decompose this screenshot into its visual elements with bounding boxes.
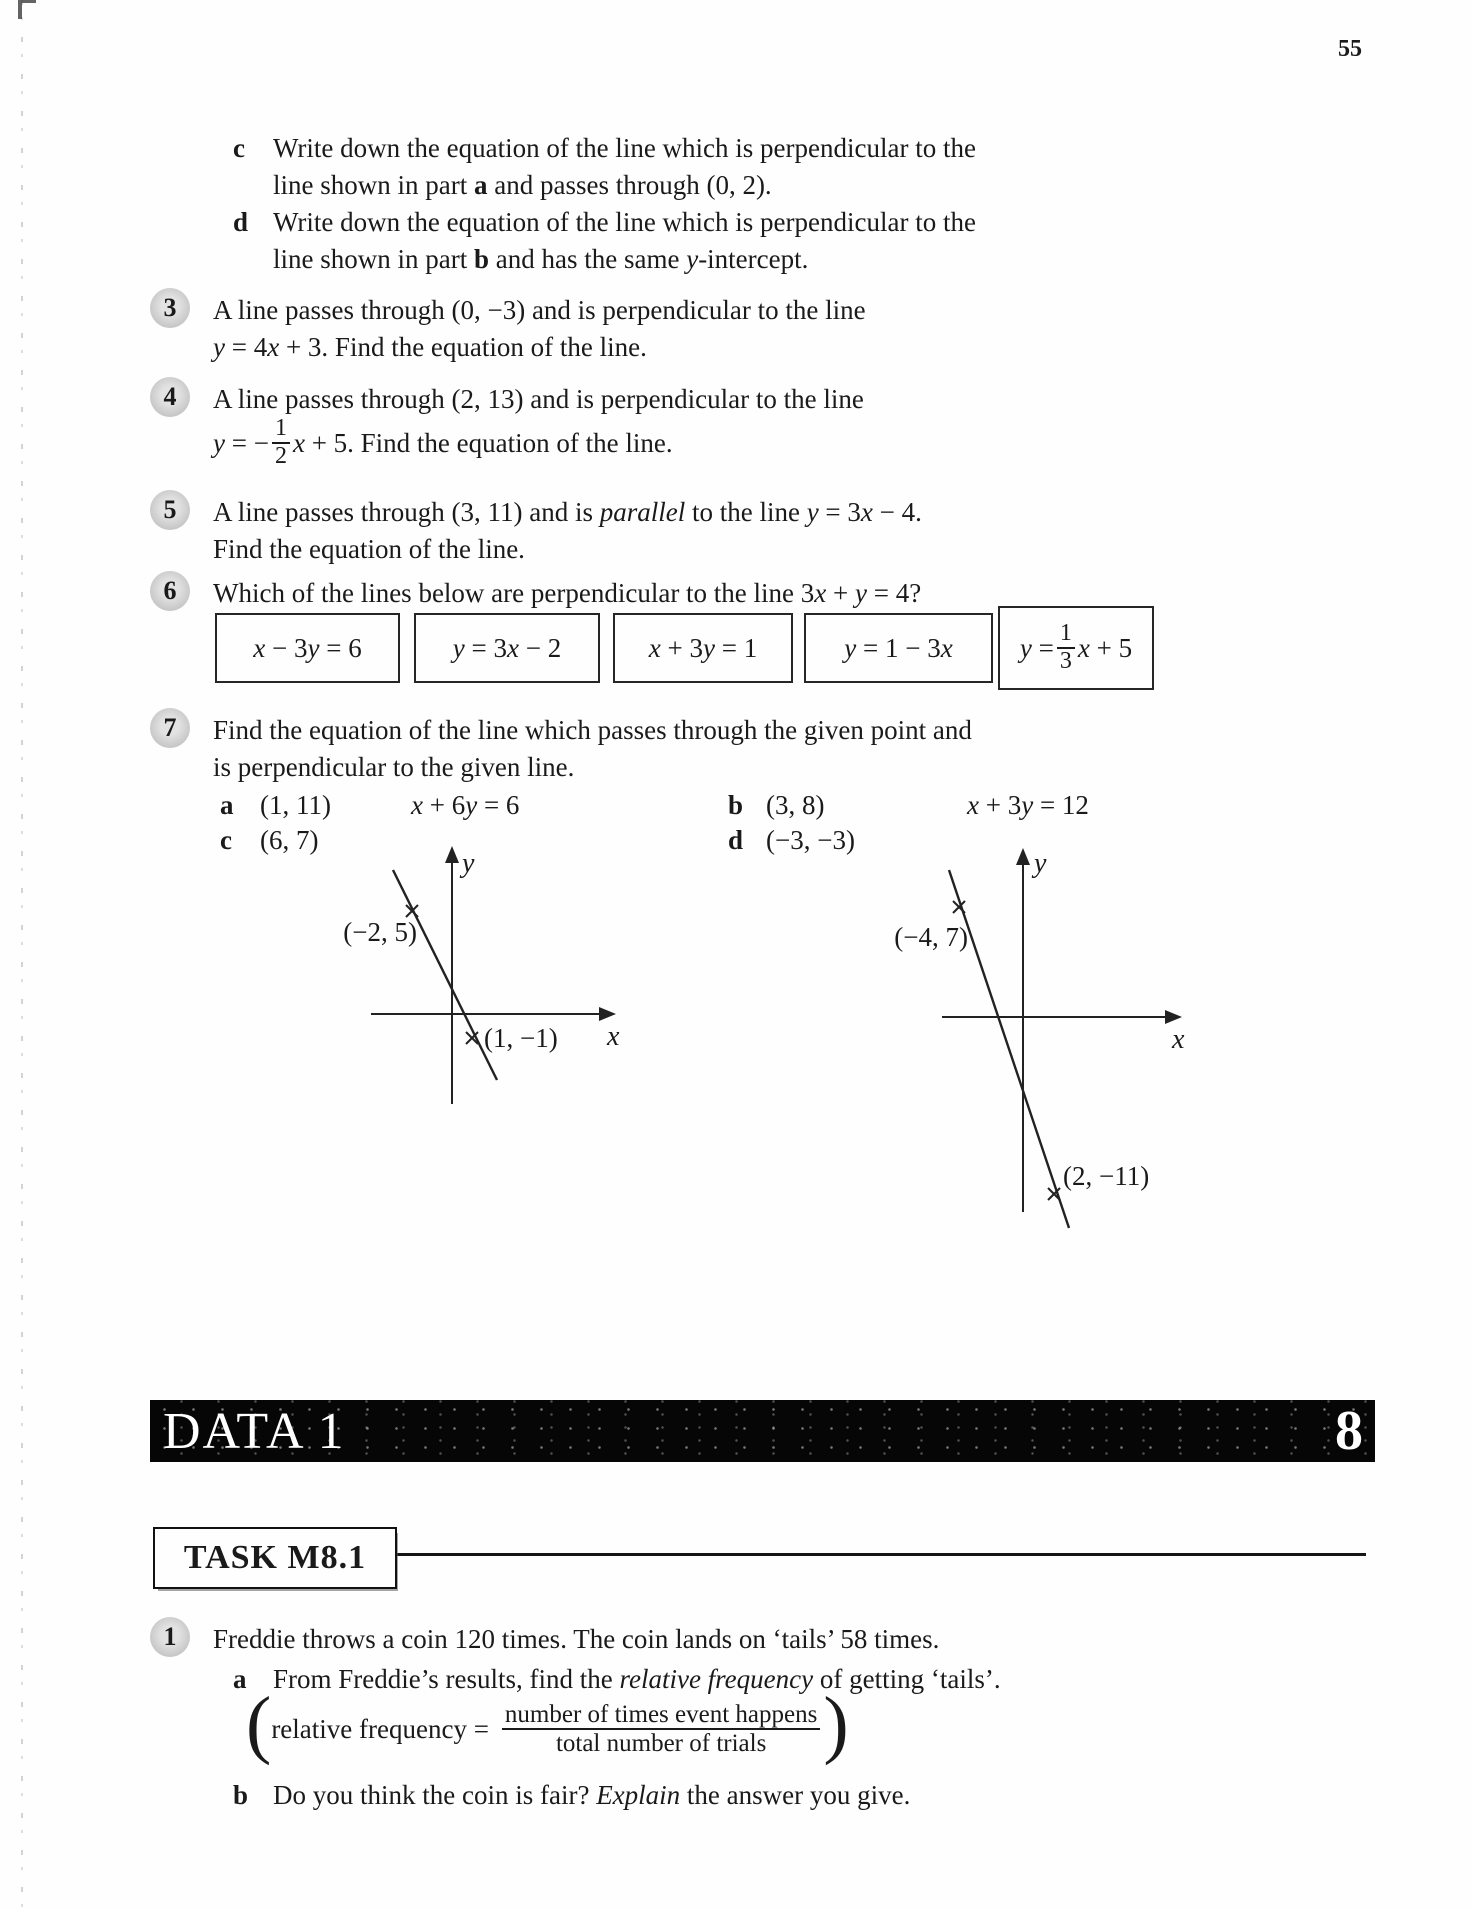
- q6-option-2: y = 3x − 2: [452, 632, 562, 663]
- q6-option-box-1: [215, 613, 400, 683]
- q4-fraction: [272, 416, 290, 470]
- q6-option-3: x + 3y = 1: [648, 632, 758, 663]
- formula-denominator: total number of trials: [555, 1730, 767, 1757]
- q4-eq-pre: y = −: [213, 428, 269, 458]
- q6-option-1: x − 3y = 6: [253, 632, 362, 663]
- q7-part-b-label: b: [728, 790, 744, 820]
- q7-part-d-label: d: [728, 825, 744, 855]
- x-axis-arrow-icon: [1165, 1010, 1182, 1024]
- q6-option-box-3: [613, 613, 793, 683]
- question-4-badge: [150, 377, 190, 417]
- question-3-line1: A line passes through (0, −3) and is perpendicular to the line: [213, 295, 866, 325]
- q6-option-5-pre: y =: [1019, 632, 1054, 663]
- relative-frequency-formula: [246, 1682, 849, 1766]
- close-paren: ): [823, 1682, 849, 1766]
- graph-part-c: [320, 835, 650, 1125]
- point-label: (2, −11): [1063, 1161, 1150, 1191]
- part-d-label: d: [233, 207, 249, 237]
- q1-part-a-label: a: [233, 1664, 247, 1694]
- question-4-number: 4: [163, 382, 177, 411]
- question-6-number: 6: [163, 576, 177, 605]
- q7-part-a-label: a: [220, 790, 234, 820]
- q6-option-box-5: [998, 606, 1154, 690]
- q4-eq-post: x + 5. Find the equation of the line.: [292, 428, 673, 458]
- q6-option-box-2: [414, 613, 600, 683]
- plotted-line: [393, 870, 497, 1080]
- q7-part-b-point: (3, 8): [766, 790, 825, 820]
- task-rule-line: [390, 1553, 1366, 1556]
- question-7-badge: [150, 708, 190, 748]
- part-d-line2: line shown in part b and has the same y-intercept.: [273, 244, 809, 274]
- y-axis-arrow-icon: [445, 846, 459, 863]
- y-axis-label: y: [1034, 848, 1047, 879]
- part-c-line1: Write down the equation of the line which is perpendicular to the: [273, 133, 976, 163]
- question-5-number: 5: [163, 495, 177, 524]
- question-1-badge: [150, 1617, 190, 1657]
- question-3-line2: y = 4x + 3. Find the equation of the line.: [213, 332, 647, 362]
- part-d-line1: Write down the equation of the line which is perpendicular to the: [273, 207, 976, 237]
- question-4-line2: [213, 412, 673, 474]
- x-axis-label: x: [607, 1021, 620, 1052]
- part-c-label: c: [233, 133, 245, 163]
- q7-part-b-equation: x + 3y = 12: [967, 790, 1089, 820]
- q6-option-5-post: x + 5: [1077, 632, 1133, 663]
- question-3-number: 3: [163, 293, 177, 322]
- section-banner-chapter-number: 8: [1335, 1400, 1363, 1462]
- question-7-line1: Find the equation of the line which passes through the given point and: [213, 715, 972, 745]
- q7-part-a-equation: x + 6y = 6: [411, 790, 520, 820]
- task-box: [153, 1527, 397, 1589]
- top-left-corner-mark: [18, 0, 36, 19]
- q7-part-a-point: (1, 11): [260, 790, 331, 820]
- left-margin-dashed-line: [21, 0, 23, 1910]
- section-banner-title: DATA 1: [163, 1402, 346, 1460]
- open-paren: (: [246, 1682, 272, 1766]
- q4-fraction-denominator: 2: [274, 443, 287, 469]
- q4-fraction-numerator: 1: [272, 416, 290, 444]
- point-label: (−4, 7): [894, 922, 968, 952]
- y-axis-label: y: [462, 848, 475, 879]
- question-7-number: 7: [163, 713, 177, 742]
- part-c-line2: line shown in part a and passes through (0, 2).: [273, 170, 772, 200]
- question-6-line1: Which of the lines below are perpendicular to the line 3x + y = 4?: [213, 578, 922, 608]
- page-number: 55: [1338, 36, 1362, 62]
- point-label: (−2, 5): [343, 917, 417, 947]
- q7-part-d-point: (−3, −3): [766, 825, 855, 855]
- x-axis-arrow-icon: [599, 1007, 616, 1021]
- question-1-line1: Freddie throws a coin 120 times. The coin lands on ‘tails’ 58 times.: [213, 1624, 940, 1654]
- graph-part-d: [860, 835, 1205, 1240]
- point-label: (1, −1): [484, 1023, 558, 1053]
- q6-option-box-4: [804, 613, 993, 683]
- q6-option-5-denominator: 3: [1059, 648, 1072, 674]
- q1-part-b-text: Do you think the coin is fair? Explain the answer you give.: [273, 1780, 911, 1810]
- q7-part-c-point: (6, 7): [260, 825, 319, 855]
- task-title: TASK M8.1: [183, 1539, 367, 1576]
- question-4-line1: A line passes through (2, 13) and is perpendicular to the line: [213, 384, 864, 414]
- q1-part-a-text: From Freddie’s results, find the relative frequency of getting ‘tails’.: [273, 1664, 1001, 1694]
- q6-option-4: y = 1 − 3x: [844, 632, 953, 663]
- y-axis-arrow-icon: [1016, 848, 1030, 865]
- question-6-badge: [150, 571, 190, 611]
- section-banner: [150, 1400, 1375, 1462]
- q1-part-b-label: b: [233, 1780, 249, 1810]
- formula-fraction: [502, 1701, 820, 1757]
- question-3-badge: [150, 288, 190, 328]
- question-5-badge: [150, 490, 190, 530]
- q6-option-5-fraction: [1057, 621, 1075, 675]
- formula-numerator: number of times event happens: [502, 1701, 820, 1730]
- question-7-line2: is perpendicular to the given line.: [213, 752, 575, 782]
- x-axis-label: x: [1172, 1024, 1185, 1055]
- q7-part-c-label: c: [220, 825, 232, 855]
- q6-option-5-numerator: 1: [1057, 621, 1075, 649]
- formula-lhs: relative frequency =: [271, 1714, 489, 1744]
- question-5-line1: A line passes through (3, 11) and is parallel to the line y = 3x − 4.: [213, 497, 922, 527]
- question-5-line2: Find the equation of the line.: [213, 534, 525, 564]
- question-1-number: 1: [163, 1622, 177, 1651]
